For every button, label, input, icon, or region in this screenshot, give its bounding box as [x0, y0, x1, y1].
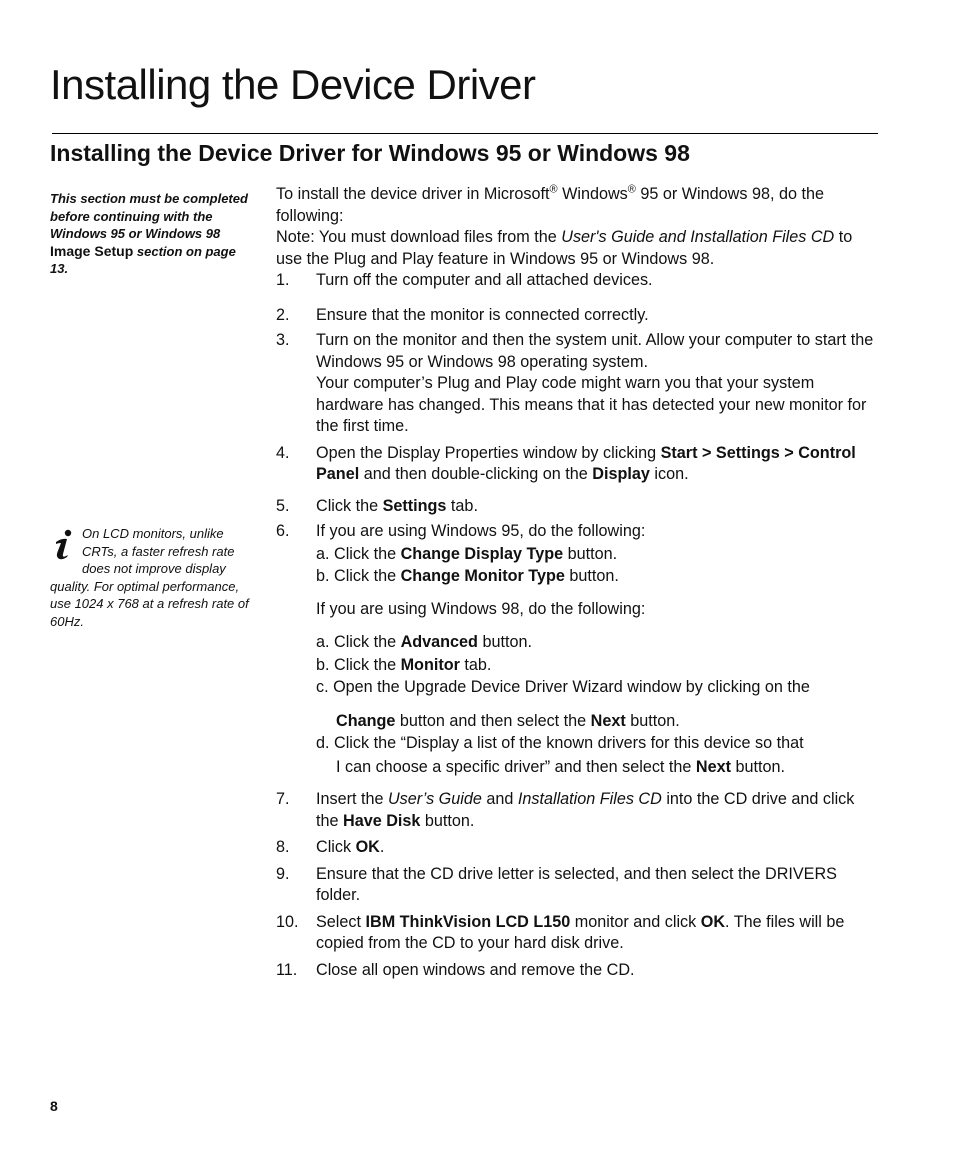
side-note-info-text: On LCD monitors, unlike CRTs, a faster refresh rate does not improve display quality. For optimal performance, use 1024 x 768 at a refresh rate of 60Hz. [50, 526, 249, 629]
intro-paragraph: To install the device driver in Microsoft® Windows® 95 or Windows 98, do the following: [276, 183, 824, 225]
install-steps [276, 270, 876, 981]
title-divider [52, 133, 878, 134]
step-4: 4. Open the Display Properties window by clicking Start > Settings > Control Panel and then double-clicking on the Display icon. [276, 443, 856, 483]
step-8: 8. Click OK. [276, 838, 385, 856]
step-11: 11. Close all open windows and remove the CD. [276, 960, 635, 979]
step-1: 1. Turn off the computer and all attached devices. [276, 271, 653, 289]
side-note-prerequisite [50, 190, 250, 278]
step-2: 2. Ensure that the monitor is connected correctly. [276, 305, 649, 324]
download-note: Note: You must download files from the User's Guide and Installation Files CD to use the Plug and Play feature in Windows 95 or Windows 98. [276, 228, 853, 268]
step-6: 6. If you are using Windows 95, do the following: a. Click the Change Display Type button. b. Click the Change Monitor Type button. If you are using Windows 98, do the following: a. Click the Advanced button. b. Click the Monitor tab. c. Open the Upgrade Device Driver Wizard window by clicking on the Change button and then select the Next button. d. Click the “Display a list of the known drivers for this device so that I can choose a specific driver” and then select the Next button. [276, 522, 810, 776]
info-icon [50, 527, 78, 561]
section-title: Installing the Device Driver for Windows 95 or Windows 98 [50, 140, 690, 166]
step-9: 9. Ensure that the CD drive letter is selected, and then select the DRIVERS folder. [276, 864, 837, 904]
page-number: 8 [50, 1098, 58, 1114]
step-10: 10. Select IBM ThinkVision LCD L150 monitor and click OK. The files will be copied from the CD to your hard disk drive. [276, 912, 845, 952]
step-3: 3. Turn on the monitor and then the system unit. Allow your computer to start the Windows 95 or Windows 98 operating system. Your computer’s Plug and Play code might warn you that your system hardware has changed. This means that it has detected your new monitor for the first time. [276, 331, 874, 435]
page-title: Installing the Device Driver [50, 61, 536, 108]
side-note-emphasis: Image Setup [50, 242, 134, 259]
main-content [276, 184, 876, 981]
step-5: 5. Click the Settings tab. [276, 496, 478, 515]
side-note-text: This section must be completed before continuing with the Windows 95 or Windows 98 [50, 191, 248, 241]
side-note-text-end: section on page 13. [50, 243, 236, 276]
side-note-refresh-rate [50, 525, 255, 630]
step-7: 7. Insert the User’s Guide and Installation Files CD into the CD drive and click the Have Disk button. [276, 790, 855, 830]
